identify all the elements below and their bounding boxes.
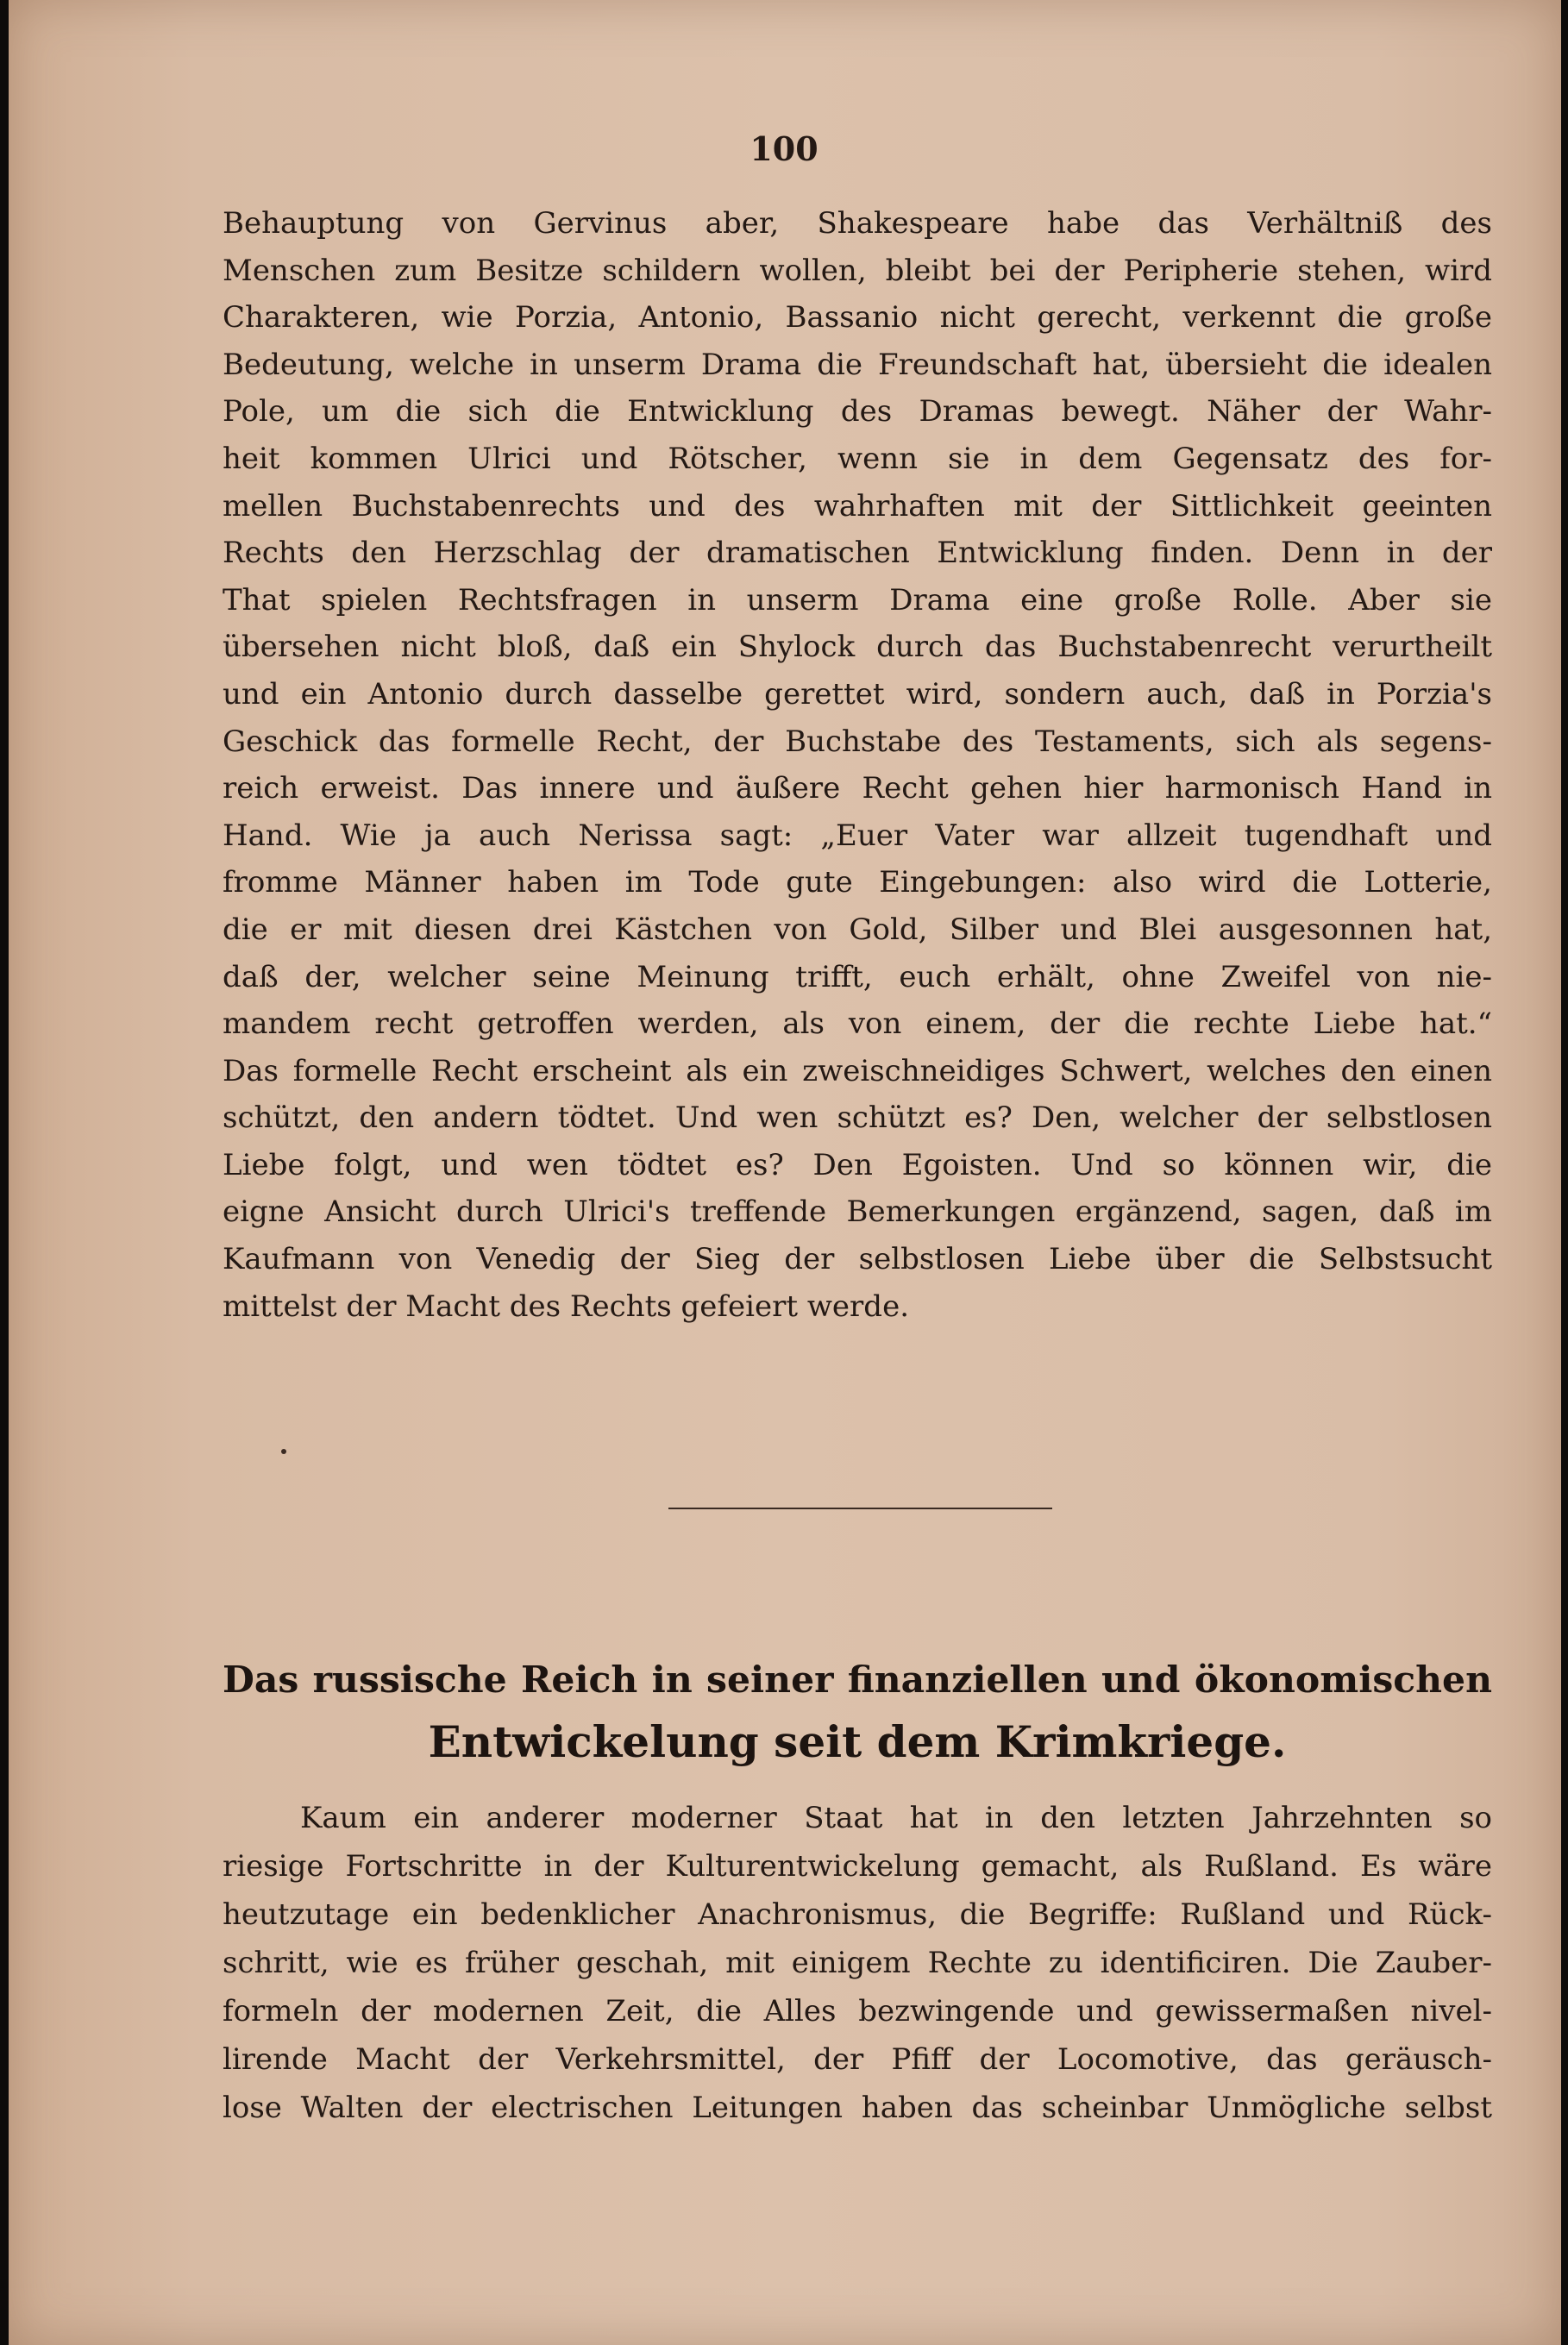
text-line: Liebe folgt, und wen tödtet es? Den Egoisten. Und so können wir, die: [223, 1147, 1492, 1182]
text-line: heit kommen Ulrici und Rötscher, wenn sie in dem Gegensatz des for-: [223, 441, 1492, 476]
section-divider: [668, 1508, 1052, 1509]
text-line: Hand. Wie ja auch Nerissa sagt: „Euer Vater war allzeit tugendhaft und: [223, 818, 1492, 853]
text-line: lose Walten der electrischen Leitungen haben das scheinbar Unmögliche selbst: [223, 2091, 1492, 2125]
paragraph-russia: [223, 1794, 1492, 2132]
text-line: übersehen nicht bloß, daß ein Shylock durch das Buchstabenrecht verurtheilt: [223, 630, 1492, 665]
text-line: Kaum ein anderer moderner Staat hat in den letzten Jahrzehnten so: [300, 1801, 1492, 1835]
text-line: mandem recht getroffen werden, als von einem, der die rechte Liebe hat.“: [223, 1006, 1492, 1042]
text-line: That spielen Rechtsfragen in unserm Drama eine große Rolle. Aber sie: [223, 582, 1492, 618]
text-line: heutzutage ein bedenklicher Anachronismus, die Begriffe: Rußland und Rück-: [223, 1897, 1492, 1932]
text-line: Kaufmann von Venedig der Sieg der selbstlosen Liebe über die Selbstsucht: [223, 1242, 1492, 1277]
text-line: riesige Fortschritte in der Kulturentwickelung gemacht, als Rußland. Es wäre: [223, 1849, 1492, 1884]
text-line: Menschen zum Besitze schildern wollen, bleibt bei der Peripherie stehen, wird: [223, 253, 1492, 288]
text-line: schützt, den andern tödtet. Und wen schützt es? Den, welcher der selbstlosen: [223, 1100, 1492, 1136]
article-title: [223, 1649, 1492, 1773]
text-line: Bedeutung, welche in unserm Drama die Freundschaft hat, übersieht die idealen: [223, 347, 1492, 382]
paragraph-shakespeare: [223, 200, 1492, 1330]
ink-speck: [281, 1449, 286, 1454]
text-line: Pole, um die sich die Entwicklung des Dramas bewegt. Näher der Wahr-: [223, 394, 1492, 429]
text-line: formeln der modernen Zeit, die Alles bezwingende und gewissermaßen nivel-: [223, 1994, 1492, 2028]
text-line: reich erweist. Das innere und äußere Recht gehen hier harmonisch Hand in: [223, 771, 1492, 806]
text-line: Geschick das formelle Recht, der Buchstabe des Testaments, sich als segens-: [223, 724, 1492, 759]
text-line: fromme Männer haben im Tode gute Eingebungen: also wird die Lotterie,: [223, 865, 1492, 900]
text-line: und ein Antonio durch dasselbe gerettet wird, sondern auch, daß in Porzia's: [223, 676, 1492, 712]
article-title-line-1: Das russische Reich in seiner finanziellen und ökonomischen: [223, 1658, 1492, 1702]
text-line: Rechts den Herzschlag der dramatischen Entwicklung finden. Denn in der: [223, 536, 1492, 571]
article-title-line-2: Entwickelung seit dem Krimkriege.: [428, 1716, 1287, 1767]
text-line: lirende Macht der Verkehrsmittel, der Pfiff der Locomotive, das geräusch-: [223, 2042, 1492, 2077]
text-line: Behauptung von Gervinus aber, Shakespeare habe das Verhältniß des: [223, 206, 1492, 241]
text-line: mellen Buchstabenrechts und des wahrhaften mit der Sittlichkeit geeinten: [223, 488, 1492, 524]
text-line: schritt, wie es früher geschah, mit einigem Rechte zu identificiren. Die Zauber-: [223, 1946, 1492, 1980]
text-line: Charakteren, wie Porzia, Antonio, Bassanio nicht gerecht, verkennt die große: [223, 300, 1492, 335]
page-number: 100: [750, 129, 818, 168]
text-line: die er mit diesen drei Kästchen von Gold, Silber und Blei ausgesonnen hat,: [223, 912, 1492, 947]
text-line: eigne Ansicht durch Ulrici's treffende Bemerkungen ergänzend, sagen, daß im: [223, 1194, 1492, 1230]
text-line: daß der, welcher seine Meinung trifft, euch erhält, ohne Zweifel von nie-: [223, 959, 1492, 994]
text-line: Das formelle Recht erscheint als ein zweischneidiges Schwert, welches den einen: [223, 1053, 1492, 1088]
text-line: mittelst der Macht des Rechts gefeiert werde.: [223, 1288, 909, 1324]
